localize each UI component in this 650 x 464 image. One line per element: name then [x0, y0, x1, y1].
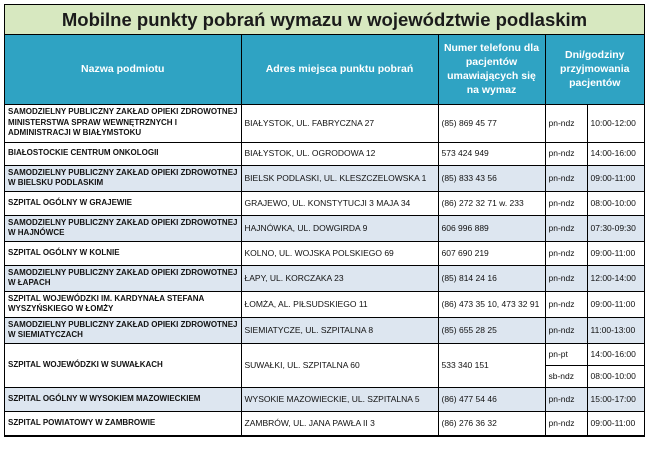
days-cell: sb-ndz	[545, 365, 587, 387]
phone-cell: (86) 272 32 71 w. 233	[438, 191, 545, 215]
entity-name: SAMODZIELNY PUBLICZNY ZAKŁAD OPIEKI ZDROWOTNEJ W BIELSKU PODLASKIM	[5, 165, 241, 191]
phone-cell: 607 690 219	[438, 241, 545, 265]
hours-cell: 14:00-16:00	[587, 343, 644, 365]
table-row	[5, 317, 644, 343]
hours-cell: 10:00-12:00	[587, 104, 644, 142]
address-cell: BIAŁYSTOK, UL. OGRODOWA 12	[241, 142, 438, 165]
entity-name: SZPITAL WOJEWÓDZKI W SUWAŁKACH	[5, 343, 241, 387]
table-row	[5, 343, 644, 365]
hours-cell: 14:00-16:00	[587, 142, 644, 165]
address-cell: KOLNO, UL. WOJSKA POLSKIEGO 69	[241, 241, 438, 265]
address-cell: BIAŁYSTOK, UL. FABRYCZNA 27	[241, 104, 438, 142]
entity-name: SZPITAL OGÓLNY W KOLNIE	[5, 241, 241, 265]
table-row	[5, 191, 644, 215]
table-row	[5, 104, 644, 142]
table-row	[5, 411, 644, 435]
header-phone: Numer telefonu dla pacjentów umawiających się na wymaz	[438, 35, 545, 104]
entity-name: SAMODZIELNY PUBLICZNY ZAKŁAD OPIEKI ZDROWOTNEJ W ŁAPACH	[5, 265, 241, 291]
address-cell: HAJNÓWKA, UL. DOWGIRDA 9	[241, 215, 438, 241]
hours-cell: 15:00-17:00	[587, 387, 644, 411]
entity-name: SZPITAL POWIATOWY W ZAMBROWIE	[5, 411, 241, 435]
days-cell: pn-ndz	[545, 215, 587, 241]
phone-cell: (85) 833 43 56	[438, 165, 545, 191]
address-cell: SIEMIATYCZE, UL. SZPITALNA 8	[241, 317, 438, 343]
table-row	[5, 291, 644, 317]
hours-cell: 09:00-11:00	[587, 241, 644, 265]
address-cell: ŁAPY, UL. KORCZAKA 23	[241, 265, 438, 291]
header-hours: Dni/godziny przyjmowania pacjentów	[545, 35, 644, 104]
days-cell: pn-ndz	[545, 165, 587, 191]
hours-cell: 09:00-11:00	[587, 291, 644, 317]
header-row	[5, 35, 644, 104]
spreadsheet	[4, 4, 645, 437]
address-cell: ŁOMŻA, AL. PIŁSUDSKIEGO 11	[241, 291, 438, 317]
days-cell: pn-ndz	[545, 291, 587, 317]
hours-cell: 11:00-13:00	[587, 317, 644, 343]
table-row	[5, 215, 644, 241]
table-row	[5, 265, 644, 291]
address-cell: SUWAŁKI, UL. SZPITALNA 60	[241, 343, 438, 387]
entity-name: SAMODZIELNY PUBLICZNY ZAKŁAD OPIEKI ZDROWOTNEJ W SIEMIATYCZACH	[5, 317, 241, 343]
address-cell: BIELSK PODLASKI, UL. KLESZCZELOWSKA 1	[241, 165, 438, 191]
days-cell: pn-ndz	[545, 265, 587, 291]
phone-cell: 573 424 949	[438, 142, 545, 165]
phone-cell: (86) 276 36 32	[438, 411, 545, 435]
hours-cell: 07:30-09:30	[587, 215, 644, 241]
header-name: Nazwa podmiotu	[5, 35, 241, 104]
header-address: Adres miejsca punktu pobrań	[241, 35, 438, 104]
entity-name: SZPITAL OGÓLNY W GRAJEWIE	[5, 191, 241, 215]
phone-cell: (86) 477 54 46	[438, 387, 545, 411]
phone-cell: 606 996 889	[438, 215, 545, 241]
hours-cell: 09:00-11:00	[587, 411, 644, 435]
hours-cell: 08:00-10:00	[587, 191, 644, 215]
entity-name: SZPITAL WOJEWÓDZKI IM. KARDYNAŁA STEFANA WYSZYŃSKIEGO W ŁOMŻY	[5, 291, 241, 317]
phone-cell: (85) 814 24 16	[438, 265, 545, 291]
table-row	[5, 387, 644, 411]
table-title: Mobilne punkty pobrań wymazu w województwie podlaskim	[5, 5, 644, 35]
phone-cell: (85) 655 28 25	[438, 317, 545, 343]
phone-cell: 533 340 151	[438, 343, 545, 387]
address-cell: GRAJEWO, UL. KONSTYTUCJI 3 MAJA 34	[241, 191, 438, 215]
entity-name: SZPITAL OGÓLNY W WYSOKIEM MAZOWIECKIEM	[5, 387, 241, 411]
hours-cell: 08:00-10:00	[587, 365, 644, 387]
table-row	[5, 165, 644, 191]
days-cell: pn-ndz	[545, 411, 587, 435]
days-cell: pn-ndz	[545, 142, 587, 165]
address-cell: ZAMBRÓW, UL. JANA PAWŁA II 3	[241, 411, 438, 435]
hours-cell: 09:00-11:00	[587, 165, 644, 191]
days-cell: pn-ndz	[545, 191, 587, 215]
phone-cell: (85) 869 45 77	[438, 104, 545, 142]
phone-cell: (86) 473 35 10, 473 32 91	[438, 291, 545, 317]
days-cell: pn-ndz	[545, 387, 587, 411]
hours-cell: 12:00-14:00	[587, 265, 644, 291]
entity-name: BIAŁOSTOCKIE CENTRUM ONKOLOGII	[5, 142, 241, 165]
days-cell: pn-pt	[545, 343, 587, 365]
days-cell: pn-ndz	[545, 241, 587, 265]
address-cell: WYSOKIE MAZOWIECKIE, UL. SZPITALNA 5	[241, 387, 438, 411]
collection-points-table	[5, 35, 644, 436]
days-cell: pn-ndz	[545, 104, 587, 142]
table-row	[5, 241, 644, 265]
days-cell: pn-ndz	[545, 317, 587, 343]
table-row	[5, 142, 644, 165]
entity-name: SAMODZIELNY PUBLICZNY ZAKŁAD OPIEKI ZDROWOTNEJ W HAJNÓWCE	[5, 215, 241, 241]
entity-name: SAMODZIELNY PUBLICZNY ZAKŁAD OPIEKI ZDROWOTNEJ MINISTERSTWA SPRAW WEWNĘTRZNYCH I ADMINISTRACJI W BIAŁYMSTOKU	[5, 104, 241, 142]
